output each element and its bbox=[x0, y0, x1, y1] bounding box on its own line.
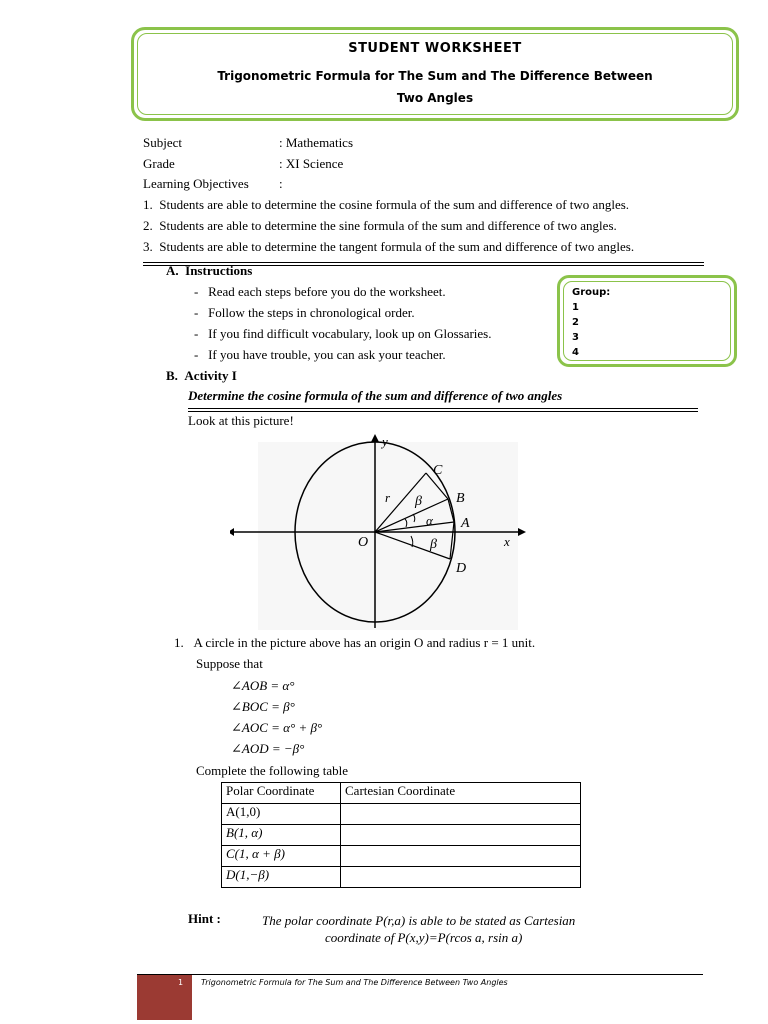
label-O: O bbox=[358, 535, 369, 550]
footer-rule bbox=[137, 974, 703, 975]
objective-item: 2. Students are able to determine the sine formula of the sum and difference of two angles. bbox=[143, 218, 617, 233]
equation: ∠AOB = α° bbox=[231, 678, 295, 693]
label-y: y bbox=[382, 434, 388, 449]
label-A: A bbox=[461, 516, 470, 531]
label-r: r bbox=[385, 490, 391, 505]
table-cell-answer[interactable] bbox=[341, 846, 581, 867]
group-number: 1 bbox=[572, 302, 579, 313]
table-cell: D(1,−β) bbox=[222, 867, 341, 888]
label-beta-bottom: β bbox=[430, 537, 437, 552]
group-number: 2 bbox=[572, 317, 579, 328]
grade-label: Grade bbox=[143, 156, 175, 171]
label-alpha: α bbox=[426, 513, 433, 528]
footer-title: Trigonometric Formula for The Sum and The Difference Between Two Angles bbox=[201, 978, 508, 987]
group-number: 3 bbox=[572, 332, 579, 343]
group-number: 4 bbox=[572, 347, 579, 358]
instruction-item: - If you find difficult vocabulary, look up on Glossaries. bbox=[194, 326, 492, 341]
complete-text: Complete the following table bbox=[196, 763, 348, 778]
label-B: B bbox=[456, 491, 465, 506]
coordinate-table bbox=[221, 782, 581, 888]
label-x: x bbox=[504, 534, 510, 549]
subject-label: Subject bbox=[143, 135, 182, 150]
worksheet-title: STUDENT WORKSHEET bbox=[348, 41, 522, 56]
x-axis-arrow bbox=[518, 528, 526, 536]
table-cell: C(1, α + β) bbox=[222, 846, 341, 867]
subtitle-line-2: Two Angles bbox=[396, 91, 474, 105]
instruction-item: - Follow the steps in chronological order. bbox=[194, 305, 415, 320]
table-cell-answer[interactable] bbox=[341, 825, 581, 846]
instruction-item: - If you have trouble, you can ask your teacher. bbox=[194, 347, 446, 362]
hint-label: Hint : bbox=[188, 911, 221, 926]
unit-circle-figure bbox=[230, 432, 530, 632]
page-number: 1 bbox=[178, 978, 184, 987]
activity-subheading: Determine the cosine formula of the sum and difference of two angles bbox=[188, 388, 563, 403]
table-row bbox=[222, 825, 581, 846]
table-header: Cartesian Coordinate bbox=[341, 783, 581, 804]
table-row bbox=[222, 846, 581, 867]
subject-value: : Mathematics bbox=[279, 135, 354, 150]
x-axis-arrow-left bbox=[230, 528, 234, 536]
instructions-heading: A. Instructions bbox=[166, 263, 253, 278]
table-cell-answer[interactable] bbox=[341, 804, 581, 825]
table-cell: B(1, α) bbox=[222, 825, 341, 846]
figure-background bbox=[258, 442, 518, 630]
equation: ∠BOC = β° bbox=[231, 699, 295, 714]
suppose-text: Suppose that bbox=[196, 656, 263, 671]
group-label: Group: bbox=[572, 287, 611, 298]
table-cell-answer[interactable] bbox=[341, 867, 581, 888]
table-header: Polar Coordinate bbox=[222, 783, 341, 804]
label-C: C bbox=[433, 463, 443, 478]
instruction-item: - Read each steps before you do the worksheet. bbox=[194, 284, 446, 299]
y-axis-arrow bbox=[371, 434, 379, 442]
look-text: Look at this picture! bbox=[188, 413, 294, 428]
table-row bbox=[222, 804, 581, 825]
table-header-row bbox=[222, 783, 581, 804]
divider bbox=[188, 411, 698, 412]
table-cell: A(1,0) bbox=[222, 804, 341, 825]
hint-line-1: The polar coordinate P(r,a) is able to be stated as Cartesian bbox=[262, 913, 576, 928]
equation: ∠AOD = −β° bbox=[231, 741, 305, 756]
objective-item: 3. Students are able to determine the tangent formula of the sum and difference of two angles. bbox=[143, 239, 635, 254]
grade-value: : XI Science bbox=[279, 156, 344, 171]
equation: ∠AOC = α° + β° bbox=[231, 720, 323, 735]
divider bbox=[188, 408, 698, 409]
objectives-label: Learning Objectives bbox=[143, 176, 249, 191]
question-item: 1. A circle in the picture above has an origin O and radius r = 1 unit. bbox=[174, 635, 536, 650]
table-row bbox=[222, 867, 581, 888]
worksheet-subtitle bbox=[137, 65, 733, 109]
objectives-colon: : bbox=[279, 176, 283, 191]
objective-item: 1. Students are able to determine the cosine formula of the sum and difference of two angles. bbox=[143, 197, 630, 212]
footer-page-box bbox=[137, 975, 192, 1020]
activity-heading: B. Activity I bbox=[166, 368, 237, 383]
subtitle-line-1: Trigonometric Formula for The Sum and The Difference Between bbox=[217, 69, 653, 83]
group-list bbox=[572, 285, 610, 360]
hint-line-2: coordinate of P(x,y)=P(rcos a, rsin a) bbox=[325, 930, 523, 945]
label-D: D bbox=[456, 561, 467, 576]
label-beta-top: β bbox=[415, 494, 422, 509]
